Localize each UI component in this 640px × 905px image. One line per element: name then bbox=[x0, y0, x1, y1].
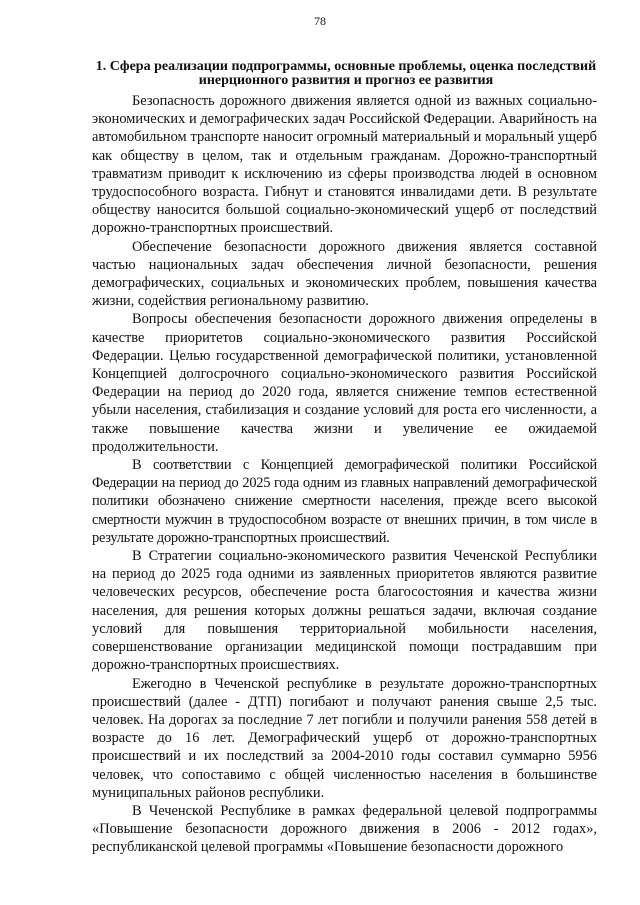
paragraph: В Стратегии социально-экономического развития Чеченской Республики на период до 2025 года одними из заявленных приоритетов являются развитие человеческих ресурсов, обеспечение роста благосостояния и качества жизни населения, для решения которых должны решаться задачи, включая создание условий для повышения территориальной мобильности населения, совершенствование организации медицинской помощи пострадавшим при дорожно-транспортных происшествиях. bbox=[92, 548, 597, 674]
document-body bbox=[92, 92, 597, 857]
page-number: 78 bbox=[314, 14, 326, 28]
paragraph: Безопасность дорожного движения является одной из важных социально-экономических и демографических задач Российской Федерации. Аварийность на автомобильном транспорте наносит огромный материальный и моральный ущерб как обществу в целом, так и отдельным гражданам. Дорожно-транспортный травматизм приводит к исключению из сферы производства людей в основном трудоспособного возраста. Гибнут и становятся инвалидами дети. В результате обществу наносится большой социально-экономический ущерб от последствий дорожно-транспортных происшествий. bbox=[92, 93, 597, 237]
paragraph: В Чеченской Республике в рамках федеральной целевой подпрограммы «Повышение безопасности дорожного движения в 2006 - 2012 годах», республиканской целевой программы «Повышение безопасности дорожного bbox=[92, 802, 597, 856]
section-title: 1. Сфера реализации подпрограммы, основные проблемы, оценка последствий инерционного развития и прогноз ее развития bbox=[95, 59, 597, 88]
paragraph: Ежегодно в Чеченской республике в результате дорожно-транспортных происшествий (далее - ДТП) погибают и получают ранения свыше 2,5 тыс. человек. На дорогах за последние 7 лет погибли и получили ранения 558 детей в возрасте до 16 лет. Демографический ущерб от дорожно-транспортных происшествий и их последствий за 2004-2010 годы составил суммарно 5956 человек, что сопоставимо с общей численностью населения в большинстве муниципальных районов республики. bbox=[92, 675, 597, 801]
paragraph: В соответствии с Концепцией демографической политики Российской Федерации на период до 2025 года одним из главных направлений демографической политики обозначено снижение смертности населения, прежде всего высокой смертности мужчин в трудоспособном возрасте от внешних причин, в том числе в результате дорожно-транспортных происшествий. bbox=[92, 457, 597, 546]
paragraph: Вопросы обеспечения безопасности дорожного движения определены в качестве приоритетов социально-экономического развития Российской Федерации. Целью государственной демографической политики, установленной Концепцией долгосрочного социально-экономического развития Российской Федерации на период до 2020 года, является снижение темпов естественной убыли населения, стабилизация и создание условий для роста его численности, а также повышение качества жизни и увеличение ее ожидаемой продолжительности. bbox=[92, 311, 597, 455]
paragraph: Обеспечение безопасности дорожного движения является составной частью национальных задач обеспечения личной безопасности, решения демографических, социальных и экономических проблем, повышения качества жизни, содействия региональному развитию. bbox=[92, 238, 597, 310]
